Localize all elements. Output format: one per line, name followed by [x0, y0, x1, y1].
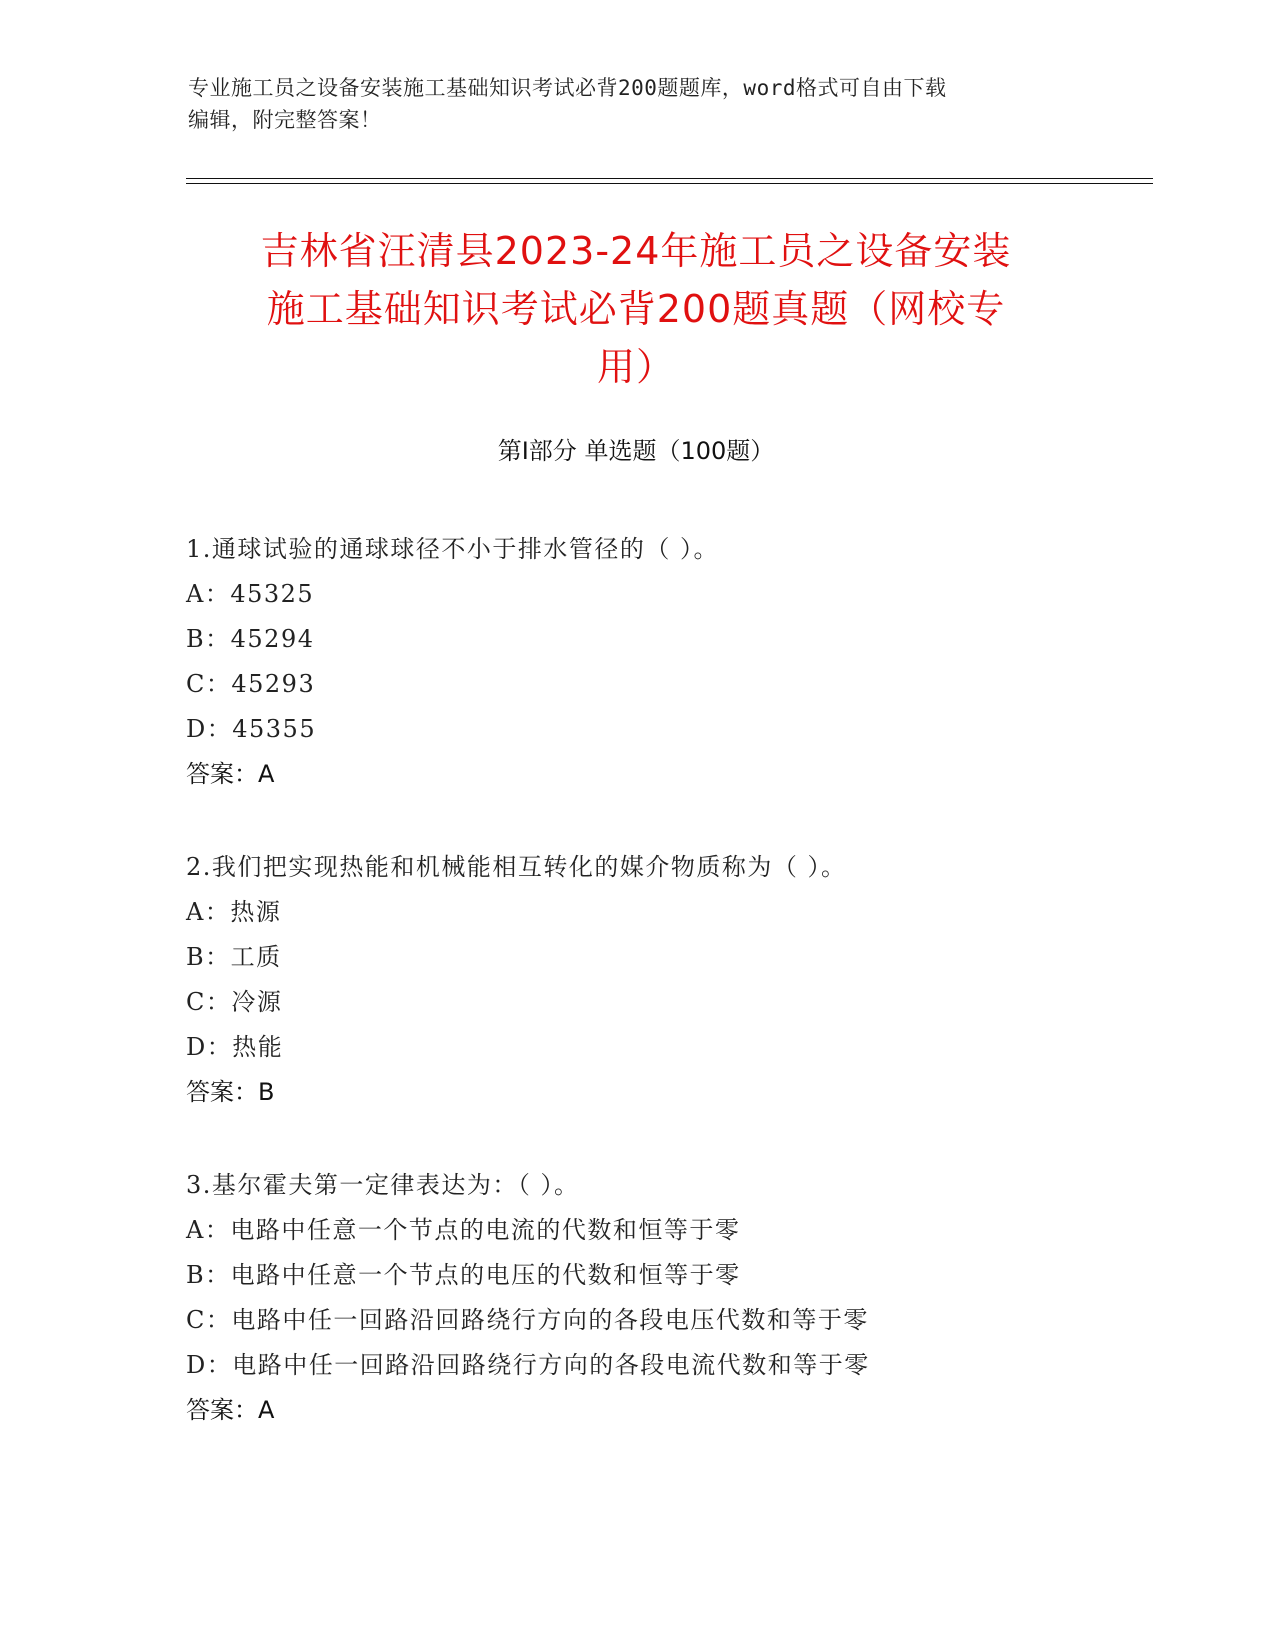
question-2: [186, 845, 1086, 1115]
answer: 答案：A: [186, 760, 275, 788]
header-note-line1: 专业施工员之设备安装施工基础知识考试必背200题题库，word格式可自由下载: [188, 76, 947, 100]
question-3: [186, 1163, 1086, 1433]
document-title: [186, 222, 1086, 396]
document-title-line2: 施工基础知识考试必背200题真题（网校专: [266, 287, 1006, 331]
header-note-line2: 编辑，附完整答案！: [188, 108, 382, 132]
option-d: D：45355: [186, 715, 317, 743]
option-c: C：45293: [186, 670, 316, 698]
header-divider-top: [186, 178, 1153, 179]
question-1: [186, 527, 1086, 797]
option-c: C：电路中任一回路沿回路绕行方向的各段电压代数和等于零: [186, 1306, 869, 1334]
option-b: B：45294: [186, 625, 315, 653]
header-divider-bottom: [186, 183, 1153, 184]
question-stem: 1.通球试验的通球球径不小于排水管径的（ ）。: [186, 535, 720, 563]
option-b: B：工质: [186, 943, 282, 971]
document-title-line3: 用）: [596, 345, 675, 389]
option-b: B：电路中任意一个节点的电压的代数和恒等于零: [186, 1261, 741, 1289]
option-a: A：45325: [186, 580, 315, 608]
document-title-line1: 吉林省汪清县2023-24年施工员之设备安装: [260, 229, 1012, 273]
answer: 答案：B: [186, 1078, 275, 1106]
question-stem: 3.基尔霍夫第一定律表达为：（ ）。: [186, 1171, 580, 1199]
section-heading: 第Ⅰ部分 单选题（100题）: [497, 437, 775, 465]
answer: 答案：A: [186, 1396, 275, 1424]
header-note: [188, 72, 1088, 136]
option-a: A：电路中任意一个节点的电流的代数和恒等于零: [186, 1216, 741, 1244]
option-d: D：电路中任一回路沿回路绕行方向的各段电流代数和等于零: [186, 1351, 870, 1379]
option-a: A：热源: [186, 898, 282, 926]
question-stem: 2.我们把实现热能和机械能相互转化的媒介物质称为（ ）。: [186, 853, 847, 881]
option-c: C：冷源: [186, 988, 283, 1016]
option-d: D：热能: [186, 1033, 284, 1061]
